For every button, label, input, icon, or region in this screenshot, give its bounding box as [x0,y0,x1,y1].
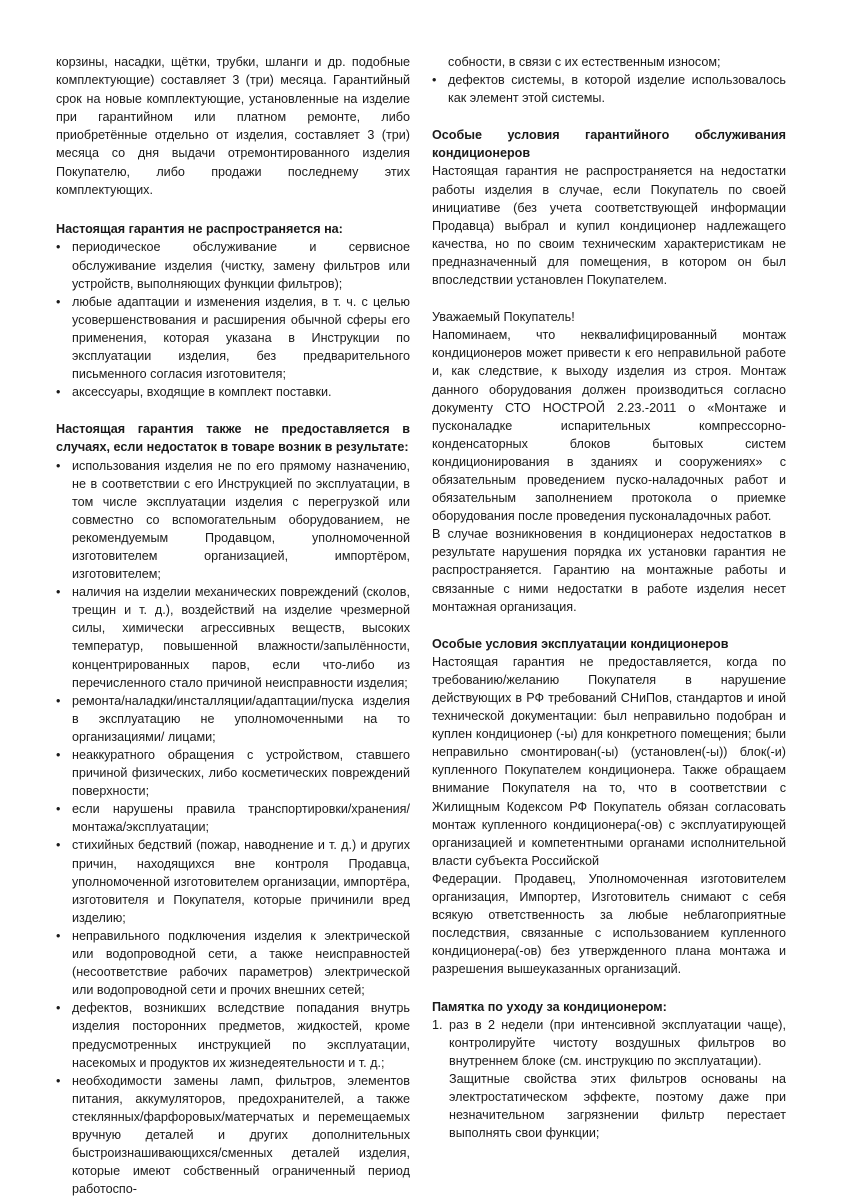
warranty-service-text: Настоящая гарантия не распространяется на недостатки работы изделия в случае, если Покупатель по своей инициативе (без учета соответствующей информации Продавца) выбрал и купил кондиционер надлежащего качества, но по своим техническим характеристикам не предназначенный для помещения, в котором он был впоследствии установлен Покупателем. [432,162,786,289]
operation-paragraph-2: Федерации. Продавец, Уполномоченная изготовителем организация, Импортер, Изготовитель снимают с себя всякую ответственность за любые неблагоприятные последствия, связанные с использованием купленного кондиционера(-ов) без утвержденного плана монтажа и разрешения вышеуказанных организаций. [432,870,786,979]
notice-paragraph-1: Напоминаем, что неквалифицированный монтаж кондиционеров может привести к его неправильной работе и, как следствие, к выходу изделия из строя. Монтаж данного оборудования должен производиться согласно документу СТО НОСТРОЙ 2.23.-2011 о «Монтаже и пусконаладке испарительных компрессорно-конденсаторных блоков бытовых систем кондиционирования в зданиях и сооружениях» с обязательным проведением пуско-наладочных работ и обязательным заполнением протокола о приемке оборудования после проведения пусконаладочных работ. [432,326,786,525]
bullet-icon: • [56,238,68,256]
continuation-text: собности, в связи с их естественным износом; [432,53,786,71]
section-heading-care: Памятка по уходу за кондиционером: [432,998,786,1016]
continued-list [432,71,786,107]
list-item: • периодическое обслуживание и сервисное обслуживание изделия (чистку, замену фильтров или устройств, выполняющих функции фильтров); [56,238,410,292]
bullet-icon: • [56,457,68,475]
list-item: • если нарушены правила транспортировки/хранения/ монтажа/эксплуатации; [56,800,410,836]
list-item: • стихийных бедствий (пожар, наводнение и т. д.) и других причин, находящихся вне контроля Продавца, уполномоченной изготовителем организации, импортёра, изготовителя и Покупателя, которые причинили вред изделию; [56,836,410,926]
bullet-icon: • [56,1072,68,1090]
intro-paragraph: корзины, насадки, щётки, трубки, шланги и др. подобные комплектующие) составляет 3 (три) месяца. Гарантийный срок на новые комплектующие, установленные на изделие при гарантийном или платном ремонте, либо приобретённые отдельно от изделия, составляет 3 (три) месяца со дня выдачи отремонтированного изделия Покупателю, либо продажи последнему этих комплектующих. [56,53,410,199]
list-item: • использования изделия не по его прямому назначению, не в соответствии с его Инструкцией по эксплуатации, в том числе эксплуатации изделия с перегрузкой или совместно со вспомогательным оборудованием, не рекомендуемым Продавцом, уполномоченной изготовителем организацией, импортёром, изготовителем; [56,457,410,584]
not-covered-list [56,238,410,401]
list-item: • неаккуратного обращения с устройством, ставшего причиной физических, либо косметических повреждений поверхности; [56,746,410,800]
bullet-icon: • [56,800,68,818]
salutation: Уважаемый Покупатель! [432,308,786,326]
section-heading-not-covered: Настоящая гарантия не распространяется на: [56,220,410,238]
care-list [432,1016,786,1070]
list-item: • ремонта/наладки/инсталляции/адаптации/пуска изделия в эксплуатацию не уполномоченными на то организациями/ лицами; [56,692,410,746]
bullet-icon: • [56,927,68,945]
list-item: • наличия на изделии механических повреждений (сколов, трещин и т. д.), воздействий на изделие чрезмерной силы, химически агрессивных веществ, высоких температур, повышенной влажности/запылённости, концентрированных паров, если что-либо из перечисленного стало причиной неисправности изделия; [56,583,410,692]
list-number: 1. [432,1016,443,1034]
bullet-icon: • [56,746,68,764]
notice-paragraph-2: В случае возникновения в кондиционерах недостатков в результате нарушения порядка их установки гарантия не распространяется. Гарантию на монтажные работы и связанные с ними недостатки в работе изделия несет монтажная организация. [432,525,786,615]
section-heading-not-provided: Настоящая гарантия также не предоставляется в случаях, если недостаток в товаре возник в результате: [56,420,410,456]
care-item-continuation: Защитные свойства этих фильтров основаны на электростатическом эффекте, поэтому даже при незначительном загрязнении фильтр перестает выполнять свои функции; [432,1070,786,1142]
list-item: • неправильного подключения изделия к электрической или водопроводной сети, а также неисправностей (несоответствие рабочих параметров) электрической или водопроводной сети и прочих внешних сетей; [56,927,410,999]
bullet-icon: • [56,293,68,311]
bullet-icon: • [56,583,68,601]
bullet-icon: • [56,383,68,401]
right-column [432,53,786,1142]
list-item: • любые адаптации и изменения изделия, в т. ч. с целью усовершенствования и расширения обычной сферы его применения, которая указана в Инструкции по эксплуатации изделия, без предварительного письменного согласия изготовителя; [56,293,410,383]
bullet-icon: • [56,692,68,710]
operation-paragraph-1: Настоящая гарантия не предоставляется, когда по требованию/желанию Покупателя в нарушение действующих в РФ требований СНиПов, стандартов и иной технической документации: был неправильно подобран и куплен кондиционер (-ы) для конкретного помещения; были неправильно смонтирован(-ы) (установлен(-ы)) блок(-и) купленного Покупателем кондиционера. Также обращаем внимание Покупателя на то, что в соответствии с Жилищным Кодексом РФ Покупатель обязан согласовать монтаж купленного кондиционера(-ов) с эксплуатирующей организацией и компетентными органами исполнительной власти субъекта Российской [432,653,786,870]
bullet-icon: • [432,71,444,89]
list-item: 1. раз в 2 недели (при интенсивной эксплуатации чаще), контролируйте чистоту воздушных фильтров во внутреннем блоке (см. инструкцию по эксплуатации). [432,1016,786,1070]
not-provided-list [56,457,410,1198]
section-heading-operation: Особые условия эксплуатации кондиционеров [432,635,786,653]
list-item: • аксессуары, входящие в комплект поставки. [56,383,410,401]
left-column [56,53,410,1198]
bullet-icon: • [56,999,68,1017]
bullet-icon: • [56,836,68,854]
list-item: • дефектов, возникших вследствие попадания внутрь изделия посторонних предметов, жидкостей, кроме предусмотренных инструкцией по эксплуатации, насекомых и продуктов их жизнедеятельности и т. д.; [56,999,410,1071]
section-heading-warranty-service: Особые условия гарантийного обслуживания кондиционеров [432,126,786,162]
list-item: • необходимости замены ламп, фильтров, элементов питания, аккумуляторов, предохранителей, а также стеклянных/фарфоровых/матерчатых и перемещаемых вручную деталей и других дополнительных быстроизнашивающихся/сменных деталей изделия, которые имеют собственный ограниченный период работоспо- [56,1072,410,1198]
list-item: • дефектов системы, в которой изделие использовалось как элемент этой системы. [432,71,786,107]
